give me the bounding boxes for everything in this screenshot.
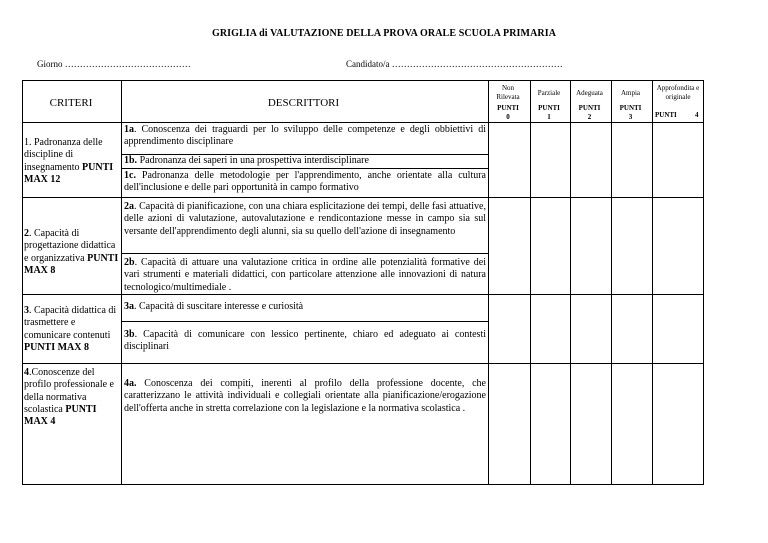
descriptor-1c: 1c. Padronanza delle metodologie per l'apprendimento, anche orientate alla cultura dell'inclusione e delle pari opportunità in campo formativo [124,170,486,194]
criterion-2: 2. Capacità di progettazione didattica e organizzativa PUNTI MAX 8 [24,228,119,276]
descriptor-2b: 2b. Capacità di attuare una valutazione critica in ordine alle potenzialità formative dei vari strumenti e materiali didattici, con particolare attenzione alle innovazioni di natura tecnologico/multimediale . [124,257,486,293]
punti-4-label: PUNTI [655,111,677,119]
level-non-rilevata: Non Rilevata [496,84,520,101]
descriptor-4a: 4a. Conoscenza dei compiti, inerenti al profilo della professione docente, che caratterizzano le attività individuali e collegiali orientate alla pianificazione/erogazione dell'offerta anche in stretta correlazione con la legislazione e la normativa scolastica . [124,378,486,414]
descriptor-1b: 1b. Padronanza dei saperi in una prospettiva interdisciplinare [124,155,369,166]
level-ampia: Ampia [620,89,641,97]
page-title: GRIGLIA di VALUTAZIONE DELLA PROVA ORALE SCUOLA PRIMARIA [211,28,557,39]
punti-4-value: 4 [695,111,699,119]
punti-3: PUNTI 3 [619,104,642,121]
criterion-3: 3. Capacità didattica di trasmettere e comunicare contenuti PUNTI MAX 8 [24,305,117,353]
descriptor-2a: 2a. Capacità di pianificazione, con una chiara esplicitazione dei tempi, delle fasi attuative, delle azioni di valutazione, autovalutazione e rendicontazione messe in campo sia sul versante dell'apprendimento degli alunni, sia su quello dell'azione di insegnamento [124,201,486,237]
descrittori-header: DESCRITTORI [267,97,340,109]
giorno-field: Giorno …………………………………… [37,59,191,69]
descriptor-3b: 3b. Capacità di comunicare con lessico pertinente, chiaro ed adeguato ai contesti disciplinari [124,329,486,353]
level-approfondita: Approfondita e originale [656,84,700,101]
descriptor-1a: 1a. Conoscenza dei traguardi per lo sviluppo delle competenze e degli obbiettivi di apprendimento disciplinare [124,124,486,148]
candidato-field: Candidato/a ………………………………………………… [346,59,563,69]
criterion-1: 1. Padronanza delle discipline di insegnamento PUNTI MAX 12 [24,137,114,185]
level-adeguata: Adeguata [576,89,603,97]
punti-2: PUNTI 2 [578,104,601,121]
criterion-4: 4.Conoscenze del profilo professionale e della normativa scolastica PUNTI MAX 4 [24,367,114,428]
criteri-header: CRITERI [49,97,93,109]
punti-0: PUNTI 0 [497,104,519,121]
level-parziale: Parziale [537,89,561,97]
punti-1: PUNTI 1 [538,104,560,121]
descriptor-3a: 3a. Capacità di suscitare interesse e curiosità [124,301,304,312]
